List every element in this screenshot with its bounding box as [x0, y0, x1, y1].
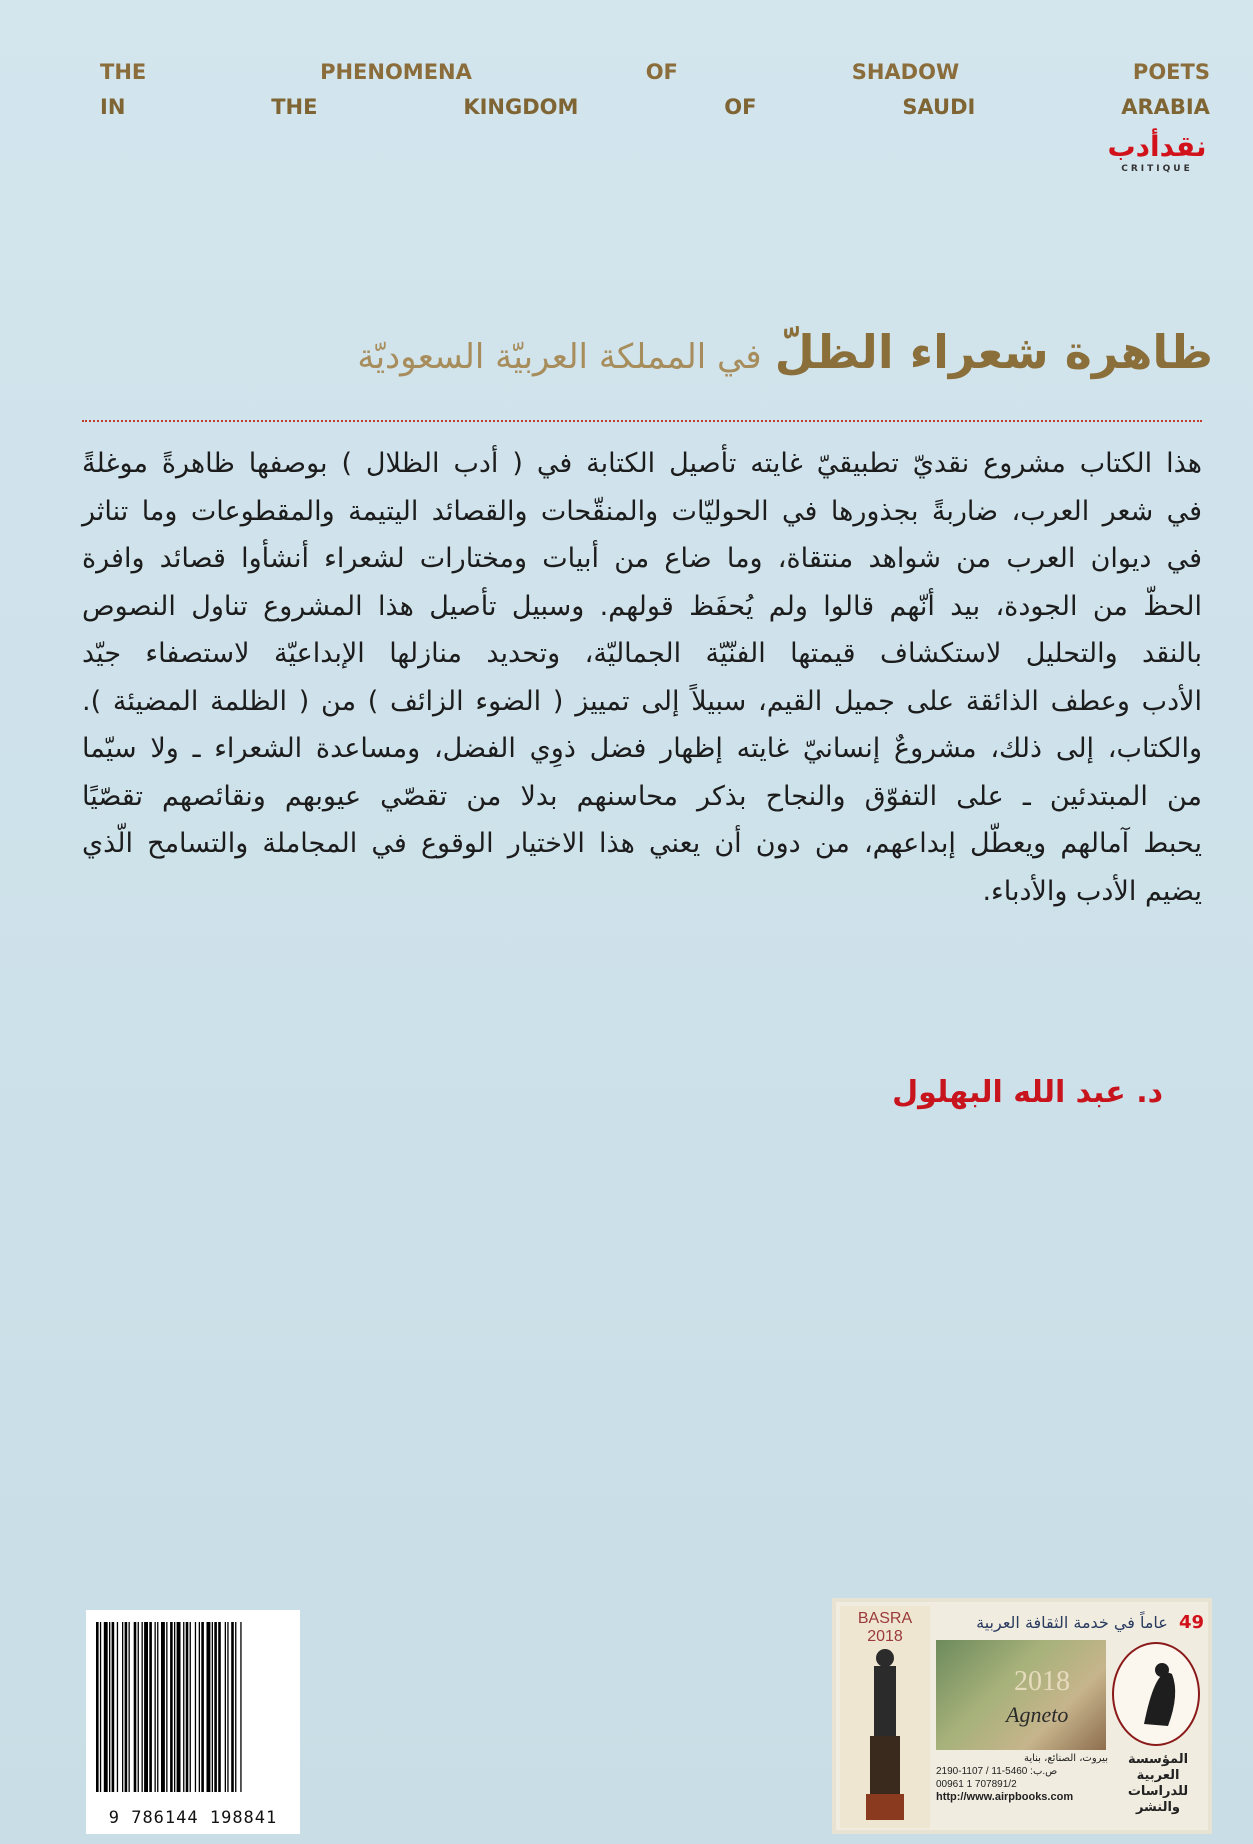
arabic-title-sub: في المملكة العربيّة السعوديّة — [357, 337, 762, 377]
publisher-contact — [936, 1752, 1108, 1804]
barcode-bar — [112, 1622, 115, 1792]
blurb-line: في شعر العرب، ضاربةً بجذورها في الحوليّات والمنقّحات والقصائد اليتيمة والمقطوعات وما تناثر — [82, 495, 1202, 527]
publisher-name-line: للدراسات — [1127, 1784, 1189, 1799]
statue-icon — [840, 1606, 930, 1828]
blurb-line: يضيم الأدب والأدباء. — [982, 875, 1202, 907]
blurb-line: الأدب وعطف الذائقة على جميل القيم، سبيلاً إلى تمييز ( الضوء الزائف ) من ( الظلمة المضيئة ). — [82, 685, 1202, 717]
barcode-bar — [240, 1622, 241, 1792]
emblem-figure-icon — [1114, 1644, 1198, 1744]
barcode-bar — [199, 1622, 200, 1792]
barcode-bar — [170, 1622, 173, 1792]
series-logo — [1104, 132, 1210, 182]
barcode-bar — [225, 1622, 226, 1792]
arabic-title — [113, 325, 1213, 379]
barcode-bar — [138, 1622, 139, 1792]
barcode-bar — [177, 1622, 181, 1792]
barcode-bar — [161, 1622, 165, 1792]
blurb-line: من المبتدئين ـ على التفوّق والنجاح بذكر محاسنهم بدلا من تقصّي عيوبهم ونقائصهم تقصّيًا — [82, 780, 1202, 812]
english-title-word: PHENOMENA — [320, 60, 472, 84]
barcode-bar — [212, 1622, 213, 1792]
english-title-line2 — [100, 95, 1210, 119]
blurb-line: الحظّ من الجودة، بيد أنّهم قالوا ولم يُحفَظ قولهم. وسبيل تأصيل هذا المشروع تناول النصوص — [82, 590, 1202, 622]
barcode-bar — [166, 1622, 167, 1792]
barcode — [86, 1610, 300, 1834]
barcode-bar — [96, 1622, 99, 1792]
stamp-signature: Agneto — [1006, 1702, 1069, 1727]
english-title-word: OF — [724, 95, 757, 119]
english-title-word: OF — [645, 60, 678, 84]
barcode-bar — [231, 1622, 234, 1792]
isbn-number: 9 786144 198841 — [108, 1808, 278, 1828]
publisher-name-line: العربية — [1136, 1768, 1180, 1783]
barcode-bar — [201, 1622, 204, 1792]
blurb-text — [82, 440, 1202, 915]
barcode-bar — [174, 1622, 175, 1792]
stamp-anniversary-text: عاماً في خدمة الثقافة العربية — [976, 1613, 1168, 1632]
barcode-bar — [186, 1622, 189, 1792]
stamp-basra-text: BASRA — [857, 1610, 913, 1627]
barcode-bar — [218, 1622, 221, 1792]
publisher-phone: 00961 1 707891/2 — [936, 1779, 1017, 1790]
blurb-line: هذا الكتاب مشروع نقديّ تطبيقيّ غايته تأصيل الكتابة في ( أدب الظلال ) بوصفها ظاهرةً موغلةً — [82, 448, 1202, 479]
arabic-title-main: ظاهرة شعراء الظلّ — [774, 325, 1213, 379]
barcode-bar — [100, 1622, 101, 1792]
publisher-address: بيروت، الصنائع، بناية — [1023, 1753, 1108, 1764]
english-title-word: IN — [100, 95, 126, 119]
barcode-bar — [125, 1622, 128, 1792]
stamp-year: 2018 — [1014, 1666, 1070, 1697]
blurb-line: والكتاب، إلى ذلك، مشروعٌ إنسانيّ غايته إظهار فضل ذوِي الفضل، ومساعدة الشعراء ـ ولا سيّما — [82, 733, 1202, 764]
dotted-divider — [82, 420, 1202, 422]
blurb-line: في ديوان العرب من شواهد منتقاة، وما ضاع من أبيات ومختارات لشعراء أنشأوا قصائد وافرة — [82, 543, 1202, 574]
publisher-name-line: والنشر — [1135, 1800, 1181, 1815]
barcode-bar — [235, 1622, 236, 1792]
publisher-stamp — [832, 1598, 1212, 1834]
barcode-bar — [183, 1622, 184, 1792]
barcode-bar — [149, 1622, 152, 1792]
publisher-emblem-icon — [1112, 1642, 1200, 1746]
barcode-bar — [109, 1622, 110, 1792]
barcode-bar — [142, 1622, 143, 1792]
stamp-anniversary — [932, 1608, 1204, 1638]
barcode-bar — [129, 1622, 130, 1792]
barcode-bar — [227, 1622, 228, 1792]
stamp-basra-year: 2018 — [867, 1628, 903, 1645]
series-logo-arabic: نقدأدب — [1107, 130, 1207, 163]
series-logo-english: CRITIQUE — [1121, 164, 1193, 174]
stamp-anniversary-number: 49 — [1178, 1612, 1204, 1633]
barcode-bar — [104, 1622, 108, 1792]
barcode-bar — [134, 1622, 137, 1792]
english-title-word: POETS — [1132, 60, 1210, 84]
english-title-word: ARABIA — [1121, 95, 1210, 119]
barcode-bar — [122, 1622, 123, 1792]
english-title-word: THE — [100, 60, 147, 84]
barcode-bar — [207, 1622, 211, 1792]
barcode-bar — [157, 1622, 158, 1792]
publisher-pobox: 2190-1107 / 11-5460 :ص.ب — [936, 1766, 1058, 1777]
english-title-word: SAUDI — [902, 95, 976, 119]
barcode-bar — [144, 1622, 148, 1792]
stamp-statue-panel — [840, 1606, 930, 1828]
publisher-name-line: المؤسسة — [1127, 1752, 1189, 1767]
english-title-word: KINGDOM — [463, 95, 579, 119]
publisher-url: http://www.airpbooks.com — [936, 1791, 1074, 1803]
english-title-line1 — [100, 60, 1210, 84]
blurb-line: يحبط آمالهم ويعطّل إبداعهم، من دون أن يعني هذا الاختيار الوقوع في المجاملة والتسامح الّذي — [82, 828, 1202, 859]
barcode-bars — [94, 1622, 292, 1802]
barcode-bar — [214, 1622, 217, 1792]
barcode-bar — [155, 1622, 156, 1792]
barcode-bar — [117, 1622, 118, 1792]
barcode-bar — [190, 1622, 191, 1792]
author-name: د. عبد الله البهلول — [892, 1075, 1163, 1110]
english-title-word: SHADOW — [851, 60, 960, 84]
english-title-word: THE — [271, 95, 318, 119]
publisher-name — [1112, 1752, 1204, 1816]
blurb-line: بالنقد والتحليل لاستكشاف قيمتها الفنّيّة الجماليّة، وتحديد منازلها الإبداعيّة لاستصفاء جيّد — [82, 638, 1202, 669]
barcode-bar — [195, 1622, 196, 1792]
